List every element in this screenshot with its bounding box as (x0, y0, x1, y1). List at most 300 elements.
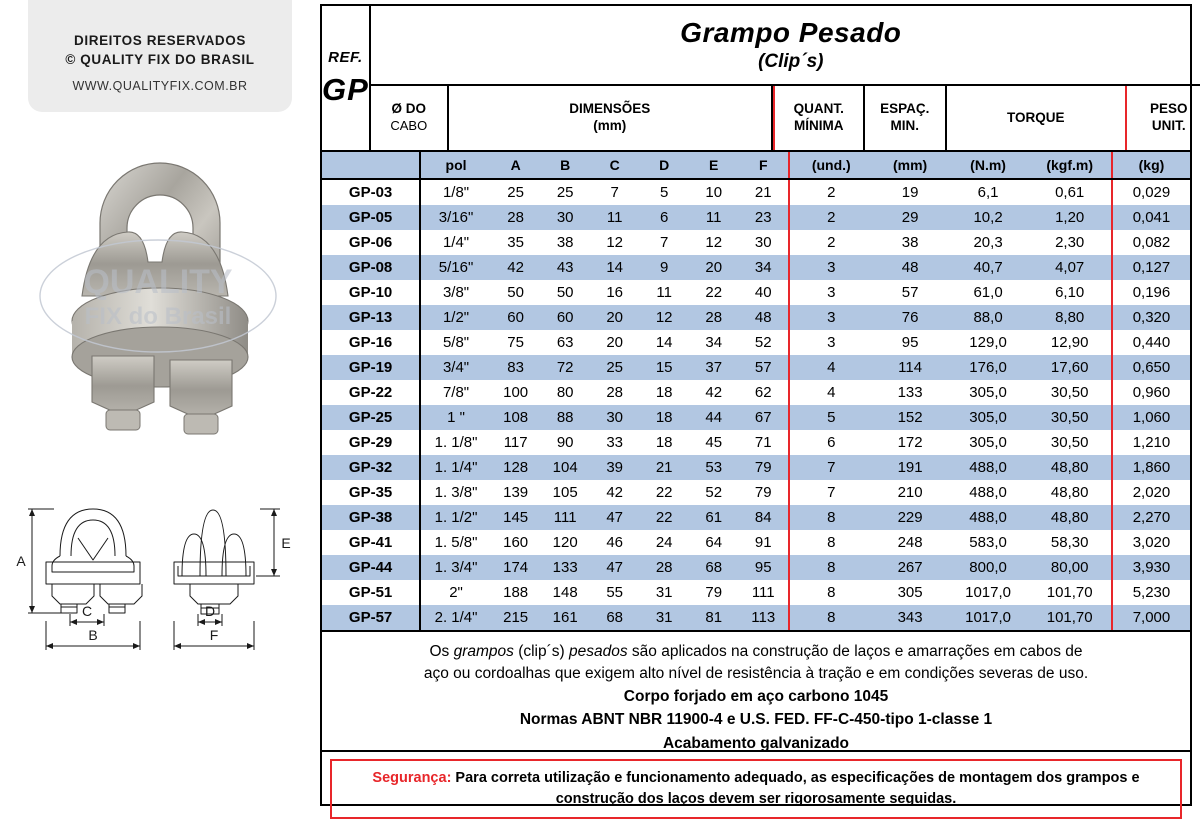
unit-header-e: E (709, 157, 719, 173)
table-cell: 55 (606, 584, 624, 601)
table-cell: 1. 1/2" (419, 505, 491, 530)
table-cell: 305,0 (969, 434, 1007, 451)
table-cell: 3/16" (419, 205, 491, 230)
table-cell: 28 (705, 309, 723, 326)
table-cell: 152 (897, 409, 923, 426)
table-cell: 7 (788, 455, 873, 480)
table-cell: 2. 1/4" (419, 605, 491, 630)
table-cell: 101,70 (1028, 580, 1113, 605)
unit-header-f: F (758, 157, 768, 173)
table-cell: 1/8" (419, 180, 491, 205)
table-cell: 30,50 (1028, 405, 1113, 430)
table-cell: 95 (901, 334, 919, 351)
table-cell: 104 (552, 459, 578, 476)
group-header-row (371, 86, 1200, 150)
table-cell: 1,860 (1132, 459, 1171, 476)
table-cell: 23 (754, 209, 772, 226)
table-row (322, 280, 1190, 305)
desc-a1: Os (429, 643, 454, 660)
table-cell: 88,0 (973, 309, 1003, 326)
table-cell: 215 (503, 609, 529, 626)
table-cell: 14 (606, 259, 624, 276)
table-cell: 2,270 (1132, 509, 1171, 526)
table-cell: 1 " (419, 405, 491, 430)
table-cell: 1. 5/8" (419, 530, 491, 555)
unit-header-spacing: (mm) (893, 157, 928, 173)
table-cell-reference: GP-32 (348, 459, 393, 476)
table-cell: 79 (705, 584, 723, 601)
table-cell: 1. 1/4" (419, 455, 491, 480)
table-cell: 8 (788, 555, 873, 580)
table-cell: 80 (556, 384, 574, 401)
table-cell: 21 (655, 459, 673, 476)
table-row (322, 530, 1190, 555)
table-cell: 22 (655, 484, 673, 501)
table-cell: 0,127 (1132, 259, 1171, 276)
table-cell: 12 (705, 234, 723, 251)
table-cell: 160 (503, 534, 529, 551)
table-row (322, 430, 1190, 455)
qty-line2: MÍNIMA (794, 118, 844, 133)
table-cell: 2,30 (1028, 230, 1113, 255)
table-cell: 67 (754, 409, 772, 426)
unit-header-d: D (659, 157, 670, 173)
table-cell: 30,50 (1028, 380, 1113, 405)
table-cell: 172 (897, 434, 923, 451)
page-subtitle: (Clip´s) (758, 51, 824, 72)
table-cell: 16 (606, 284, 624, 301)
svg-text:FIX do Brasil: FIX do Brasil (84, 303, 232, 330)
table-cell: 46 (606, 534, 624, 551)
table-cell: 3,020 (1132, 534, 1171, 551)
table-cell: 21 (754, 184, 772, 201)
dim-label-A: A (16, 553, 26, 569)
copyright-line-1: DIREITOS RESERVADOS (74, 33, 246, 48)
table-cell: 3/4" (419, 355, 491, 380)
table-cell: 1/2" (419, 305, 491, 330)
safety-line-1 (342, 768, 1170, 789)
table-cell: 7 (610, 184, 619, 201)
table-cell: 133 (897, 384, 923, 401)
table-cell: 9 (660, 259, 669, 276)
table-cell: 68 (606, 609, 624, 626)
table-cell: 0,082 (1132, 234, 1171, 251)
material-spec: Corpo forjado em aço carbono 1045 (623, 688, 889, 705)
table-cell: 75 (507, 334, 524, 351)
table-cell: 7/8" (419, 380, 491, 405)
table-cell-reference: GP-10 (348, 284, 393, 301)
table-cell: 47 (606, 559, 624, 576)
table-cell: 35 (507, 234, 524, 251)
unit-header-b: B (560, 157, 571, 173)
unit-header-a: A (510, 157, 521, 173)
table-cell: 18 (655, 409, 673, 426)
table-cell: 100 (503, 384, 529, 401)
table-cell: 58,30 (1028, 530, 1113, 555)
group-header-dimensions (449, 86, 773, 150)
table-cell-reference: GP-19 (348, 359, 393, 376)
unit-header-weight: (kg) (1138, 157, 1165, 173)
table-cell: 20 (606, 309, 624, 326)
table-cell: 7 (788, 480, 873, 505)
table-cell-reference: GP-41 (348, 534, 393, 551)
table-cell: 11 (656, 284, 672, 301)
table-row (322, 455, 1190, 480)
table-cell: 1,20 (1028, 205, 1113, 230)
table-row (322, 230, 1190, 255)
table-cell: 4,07 (1028, 255, 1113, 280)
table-cell: 11 (705, 209, 722, 226)
dim-label-D: D (204, 603, 216, 619)
table-cell: 1017,0 (965, 609, 1012, 626)
group-header-minimum-quantity (773, 86, 865, 150)
table-cell: 101,70 (1028, 605, 1113, 630)
table-cell: 2 (788, 230, 873, 255)
torque-label: TORQUE (1007, 109, 1065, 125)
table-cell-reference: GP-16 (348, 334, 393, 351)
qty-line1: QUANT. (793, 101, 844, 117)
table-cell: 7 (660, 234, 669, 251)
table-cell: 44 (705, 409, 723, 426)
table-cell: 43 (556, 259, 574, 276)
table-cell: 79 (754, 459, 772, 476)
table-cell: 0,61 (1028, 180, 1113, 205)
table-cell: 120 (552, 534, 578, 551)
table-cell: 38 (556, 234, 574, 251)
table-cell: 18 (655, 434, 673, 451)
table-cell: 117 (503, 434, 528, 451)
product-photo-wire-rope-clip (30, 128, 290, 468)
table-cell: 188 (503, 584, 529, 601)
table-cell: 10 (705, 184, 723, 201)
unit-header-torque-kgfm: (kgf.m) (1028, 152, 1113, 178)
table-cell: 42 (705, 384, 723, 401)
table-cell: 8 (788, 580, 873, 605)
table-cell: 72 (556, 359, 574, 376)
table-cell: 20 (705, 259, 723, 276)
table-cell: 1,210 (1132, 434, 1171, 451)
table-row (322, 180, 1190, 205)
table-cell: 1017,0 (965, 584, 1012, 601)
table-cell: 61 (705, 509, 723, 526)
copyright-logo-card (28, 0, 292, 112)
safety-text-1: Para correta utilização e funcionamento adequado, as especificações de montagem dos grampos e (451, 770, 1140, 786)
table-cell: 113 (751, 609, 776, 626)
table-cell: 7,000 (1132, 609, 1171, 626)
table-cell: 8 (788, 605, 873, 630)
table-row (322, 555, 1190, 580)
unit-header-quantity: (und.) (788, 152, 873, 178)
table-cell: 25 (606, 359, 624, 376)
table-cell: 34 (754, 259, 772, 276)
table-cell: 50 (507, 284, 524, 301)
sheet-header (322, 6, 1190, 152)
table-row (322, 380, 1190, 405)
table-cell: 11 (606, 209, 623, 226)
table-cell: 45 (705, 434, 723, 451)
group-header-unit-weight (1127, 86, 1200, 150)
table-cell: 0,960 (1132, 384, 1171, 401)
table-cell: 139 (503, 484, 529, 501)
table-cell: 129,0 (969, 334, 1007, 351)
reference-cell (322, 6, 371, 150)
table-cell: 0,041 (1132, 209, 1171, 226)
table-cell: 111 (553, 509, 577, 526)
table-cell: 28 (507, 209, 524, 226)
table-cell: 42 (507, 259, 524, 276)
desc-a4: pesados (569, 643, 628, 660)
table-cell: 30 (754, 234, 772, 251)
table-row (322, 405, 1190, 430)
table-cell-reference: GP-13 (348, 309, 393, 326)
ref-label: REF. (328, 48, 363, 66)
table-cell: 3 (788, 255, 873, 280)
standards-spec: Normas ABNT NBR 11900-4 e U.S. FED. FF-C-450-tipo 1-classe 1 (519, 711, 993, 729)
table-cell: 248 (897, 534, 923, 551)
table-cell: 800,0 (969, 559, 1007, 576)
table-cell: 12 (655, 309, 673, 326)
table-cell: 80,00 (1028, 555, 1113, 580)
table-cell: 191 (897, 459, 923, 476)
table-cell: 1/4" (419, 230, 491, 255)
table-cell: 76 (901, 309, 919, 326)
table-cell: 14 (655, 334, 673, 351)
table-cell: 38 (901, 234, 919, 251)
group-header-torque (947, 86, 1127, 150)
table-cell: 0,320 (1132, 309, 1171, 326)
table-cell: 583,0 (969, 534, 1007, 551)
table-cell: 20 (606, 334, 624, 351)
table-cell: 57 (754, 359, 772, 376)
cable-dia-line2: CABO (390, 118, 428, 134)
table-cell: 39 (606, 459, 624, 476)
unit-header-torque-nm: (N.m) (970, 157, 1006, 173)
table-cell: 5 (660, 184, 669, 201)
weight-line2: UNIT. (1151, 118, 1186, 133)
table-cell: 305,0 (969, 409, 1007, 426)
table-cell: 50 (556, 284, 574, 301)
table-cell: 2" (419, 580, 491, 605)
description-paragraph-line-2: aço ou cordoalhas que exigem alto nível de resistência à tração e em condições severas de uso. (423, 665, 1089, 682)
table-row (322, 505, 1190, 530)
table-cell: 34 (705, 334, 723, 351)
table-cell: 48,80 (1028, 455, 1113, 480)
table-cell: 12 (606, 234, 624, 251)
table-cell-reference: GP-29 (348, 434, 393, 451)
table-cell: 8 (788, 530, 873, 555)
technical-drawing-dimensions (8, 488, 314, 658)
copyright-line-2: © QUALITY FIX DO BRASIL (65, 52, 255, 67)
table-cell: 84 (754, 509, 772, 526)
page-title: Grampo Pesado (680, 17, 902, 48)
table-cell: 31 (655, 609, 673, 626)
table-cell: 3,930 (1132, 559, 1171, 576)
table-cell: 174 (503, 559, 529, 576)
table-row (322, 255, 1190, 280)
table-cell: 145 (503, 509, 529, 526)
dim-label-C: C (81, 603, 93, 619)
desc-a5: são aplicados na construção de laços e amarrações em cabos de (627, 643, 1083, 660)
table-cell: 28 (655, 559, 673, 576)
table-cell: 108 (503, 409, 529, 426)
weight-line1: PESO (1150, 101, 1188, 117)
table-cell: 343 (897, 609, 923, 626)
table-cell: 1. 3/8" (419, 480, 491, 505)
table-cell: 40 (754, 284, 772, 301)
dimensions-line1: DIMENSÕES (569, 101, 651, 117)
table-cell: 25 (556, 184, 574, 201)
table-row (322, 580, 1190, 605)
table-cell: 0,650 (1132, 359, 1171, 376)
table-cell: 8,80 (1028, 305, 1113, 330)
table-cell-reference: GP-51 (348, 584, 393, 601)
table-cell: 30,50 (1028, 430, 1113, 455)
left-panel (0, 0, 320, 810)
table-cell: 114 (898, 359, 923, 376)
table-cell: 12,90 (1028, 330, 1113, 355)
safety-keyword: Segurança: (372, 770, 452, 786)
column-units-header-row (322, 152, 1190, 180)
unit-header-ref (322, 152, 419, 178)
table-cell: 81 (705, 609, 723, 626)
table-cell-reference: GP-06 (348, 234, 393, 251)
table-cell: 47 (606, 509, 624, 526)
table-cell: 4 (788, 380, 873, 405)
table-cell: 18 (655, 384, 673, 401)
table-cell: 95 (754, 559, 772, 576)
table-cell: 64 (705, 534, 723, 551)
table-row (322, 605, 1190, 630)
table-cell: 79 (754, 484, 772, 501)
spacing-line1: ESPAÇ. (880, 101, 930, 117)
table-cell: 42 (606, 484, 624, 501)
table-cell: 5/16" (419, 255, 491, 280)
safety-line-2: construção dos laços devem ser rigorosamente seguidas. (555, 791, 957, 808)
table-cell: 8 (788, 505, 873, 530)
dim-label-B: B (88, 627, 98, 643)
table-cell: 31 (655, 584, 673, 601)
table-cell: 0,440 (1132, 334, 1171, 351)
table-cell: 53 (705, 459, 723, 476)
table-row (322, 205, 1190, 230)
table-row (322, 330, 1190, 355)
safety-notice (330, 759, 1182, 819)
table-cell: 105 (552, 484, 578, 501)
table-cell: 91 (754, 534, 772, 551)
table-cell: 22 (655, 509, 673, 526)
table-cell: 148 (552, 584, 578, 601)
table-cell: 10,2 (973, 209, 1003, 226)
table-cell: 5,230 (1132, 584, 1171, 601)
finish-spec: Acabamento galvanizado (662, 734, 850, 752)
table-cell: 62 (754, 384, 772, 401)
table-cell: 1. 3/4" (419, 555, 491, 580)
table-cell: 210 (897, 484, 923, 501)
table-cell: 28 (606, 384, 624, 401)
unit-header-c: C (609, 157, 620, 173)
table-cell: 305,0 (969, 384, 1007, 401)
table-cell: 488,0 (969, 509, 1007, 526)
table-cell-reference: GP-03 (348, 184, 393, 201)
table-cell: 30 (606, 409, 624, 426)
table-cell-reference: GP-08 (348, 259, 393, 276)
table-cell: 128 (503, 459, 529, 476)
table-cell: 48,80 (1028, 505, 1113, 530)
table-cell: 33 (606, 434, 624, 451)
table-cell: 37 (705, 359, 723, 376)
table-cell: 29 (901, 209, 919, 226)
table-cell: 25 (507, 184, 524, 201)
table-cell: 20,3 (973, 234, 1003, 251)
table-cell-reference: GP-25 (348, 409, 393, 426)
table-cell: 0,196 (1132, 284, 1171, 301)
desc-a3: (clip´s) (513, 643, 569, 660)
table-cell-reference: GP-35 (348, 484, 393, 501)
table-cell-reference: GP-57 (348, 609, 393, 626)
table-cell: 48,80 (1028, 480, 1113, 505)
description-block (322, 632, 1190, 752)
table-cell-reference: GP-22 (348, 384, 393, 401)
table-cell: 68 (705, 559, 723, 576)
unit-header-pol: pol (419, 152, 491, 178)
safety-notice-wrapper (322, 752, 1190, 819)
table-cell: 60 (556, 309, 574, 326)
table-cell: 6,10 (1028, 280, 1113, 305)
table-cell: 3 (788, 280, 873, 305)
table-cell: 267 (897, 559, 923, 576)
table-cell: 488,0 (969, 484, 1007, 501)
table-cell: 161 (552, 609, 578, 626)
description-paragraph-line-1 (336, 641, 1176, 663)
table-cell: 3 (788, 305, 873, 330)
table-cell: 305 (897, 584, 923, 601)
table-cell: 48 (901, 259, 919, 276)
dim-label-F: F (209, 627, 219, 643)
table-cell: 2 (788, 180, 873, 205)
dimensions-line2: (mm) (593, 118, 627, 133)
table-cell: 3 (788, 330, 873, 355)
specification-table-body (322, 180, 1190, 632)
table-cell-reference: GP-05 (348, 209, 393, 226)
table-cell: 176,0 (969, 359, 1007, 376)
table-cell: 24 (655, 534, 673, 551)
spacing-line2: MIN. (890, 118, 920, 133)
table-cell: 48 (754, 309, 772, 326)
table-cell: 488,0 (969, 459, 1007, 476)
cable-dia-line1: Ø DO (391, 101, 427, 117)
table-row (322, 305, 1190, 330)
table-cell: 1. 1/8" (419, 430, 491, 455)
table-cell: 229 (897, 509, 923, 526)
table-cell: 52 (705, 484, 723, 501)
table-cell: 83 (507, 359, 524, 376)
table-cell: 88 (556, 409, 574, 426)
svg-text:QUALITY: QUALITY (83, 263, 233, 301)
table-cell: 71 (754, 434, 772, 451)
table-cell: 5 (788, 405, 873, 430)
table-cell: 52 (754, 334, 772, 351)
group-header-cable-diameter (371, 86, 449, 150)
table-cell: 57 (901, 284, 919, 301)
table-cell: 17,60 (1028, 355, 1113, 380)
table-cell: 40,7 (973, 259, 1003, 276)
table-cell: 90 (556, 434, 574, 451)
title-zone (371, 6, 1200, 150)
desc-a2: grampos (453, 643, 514, 660)
table-row (322, 480, 1190, 505)
specification-sheet (320, 4, 1192, 806)
table-cell: 6 (660, 209, 669, 226)
